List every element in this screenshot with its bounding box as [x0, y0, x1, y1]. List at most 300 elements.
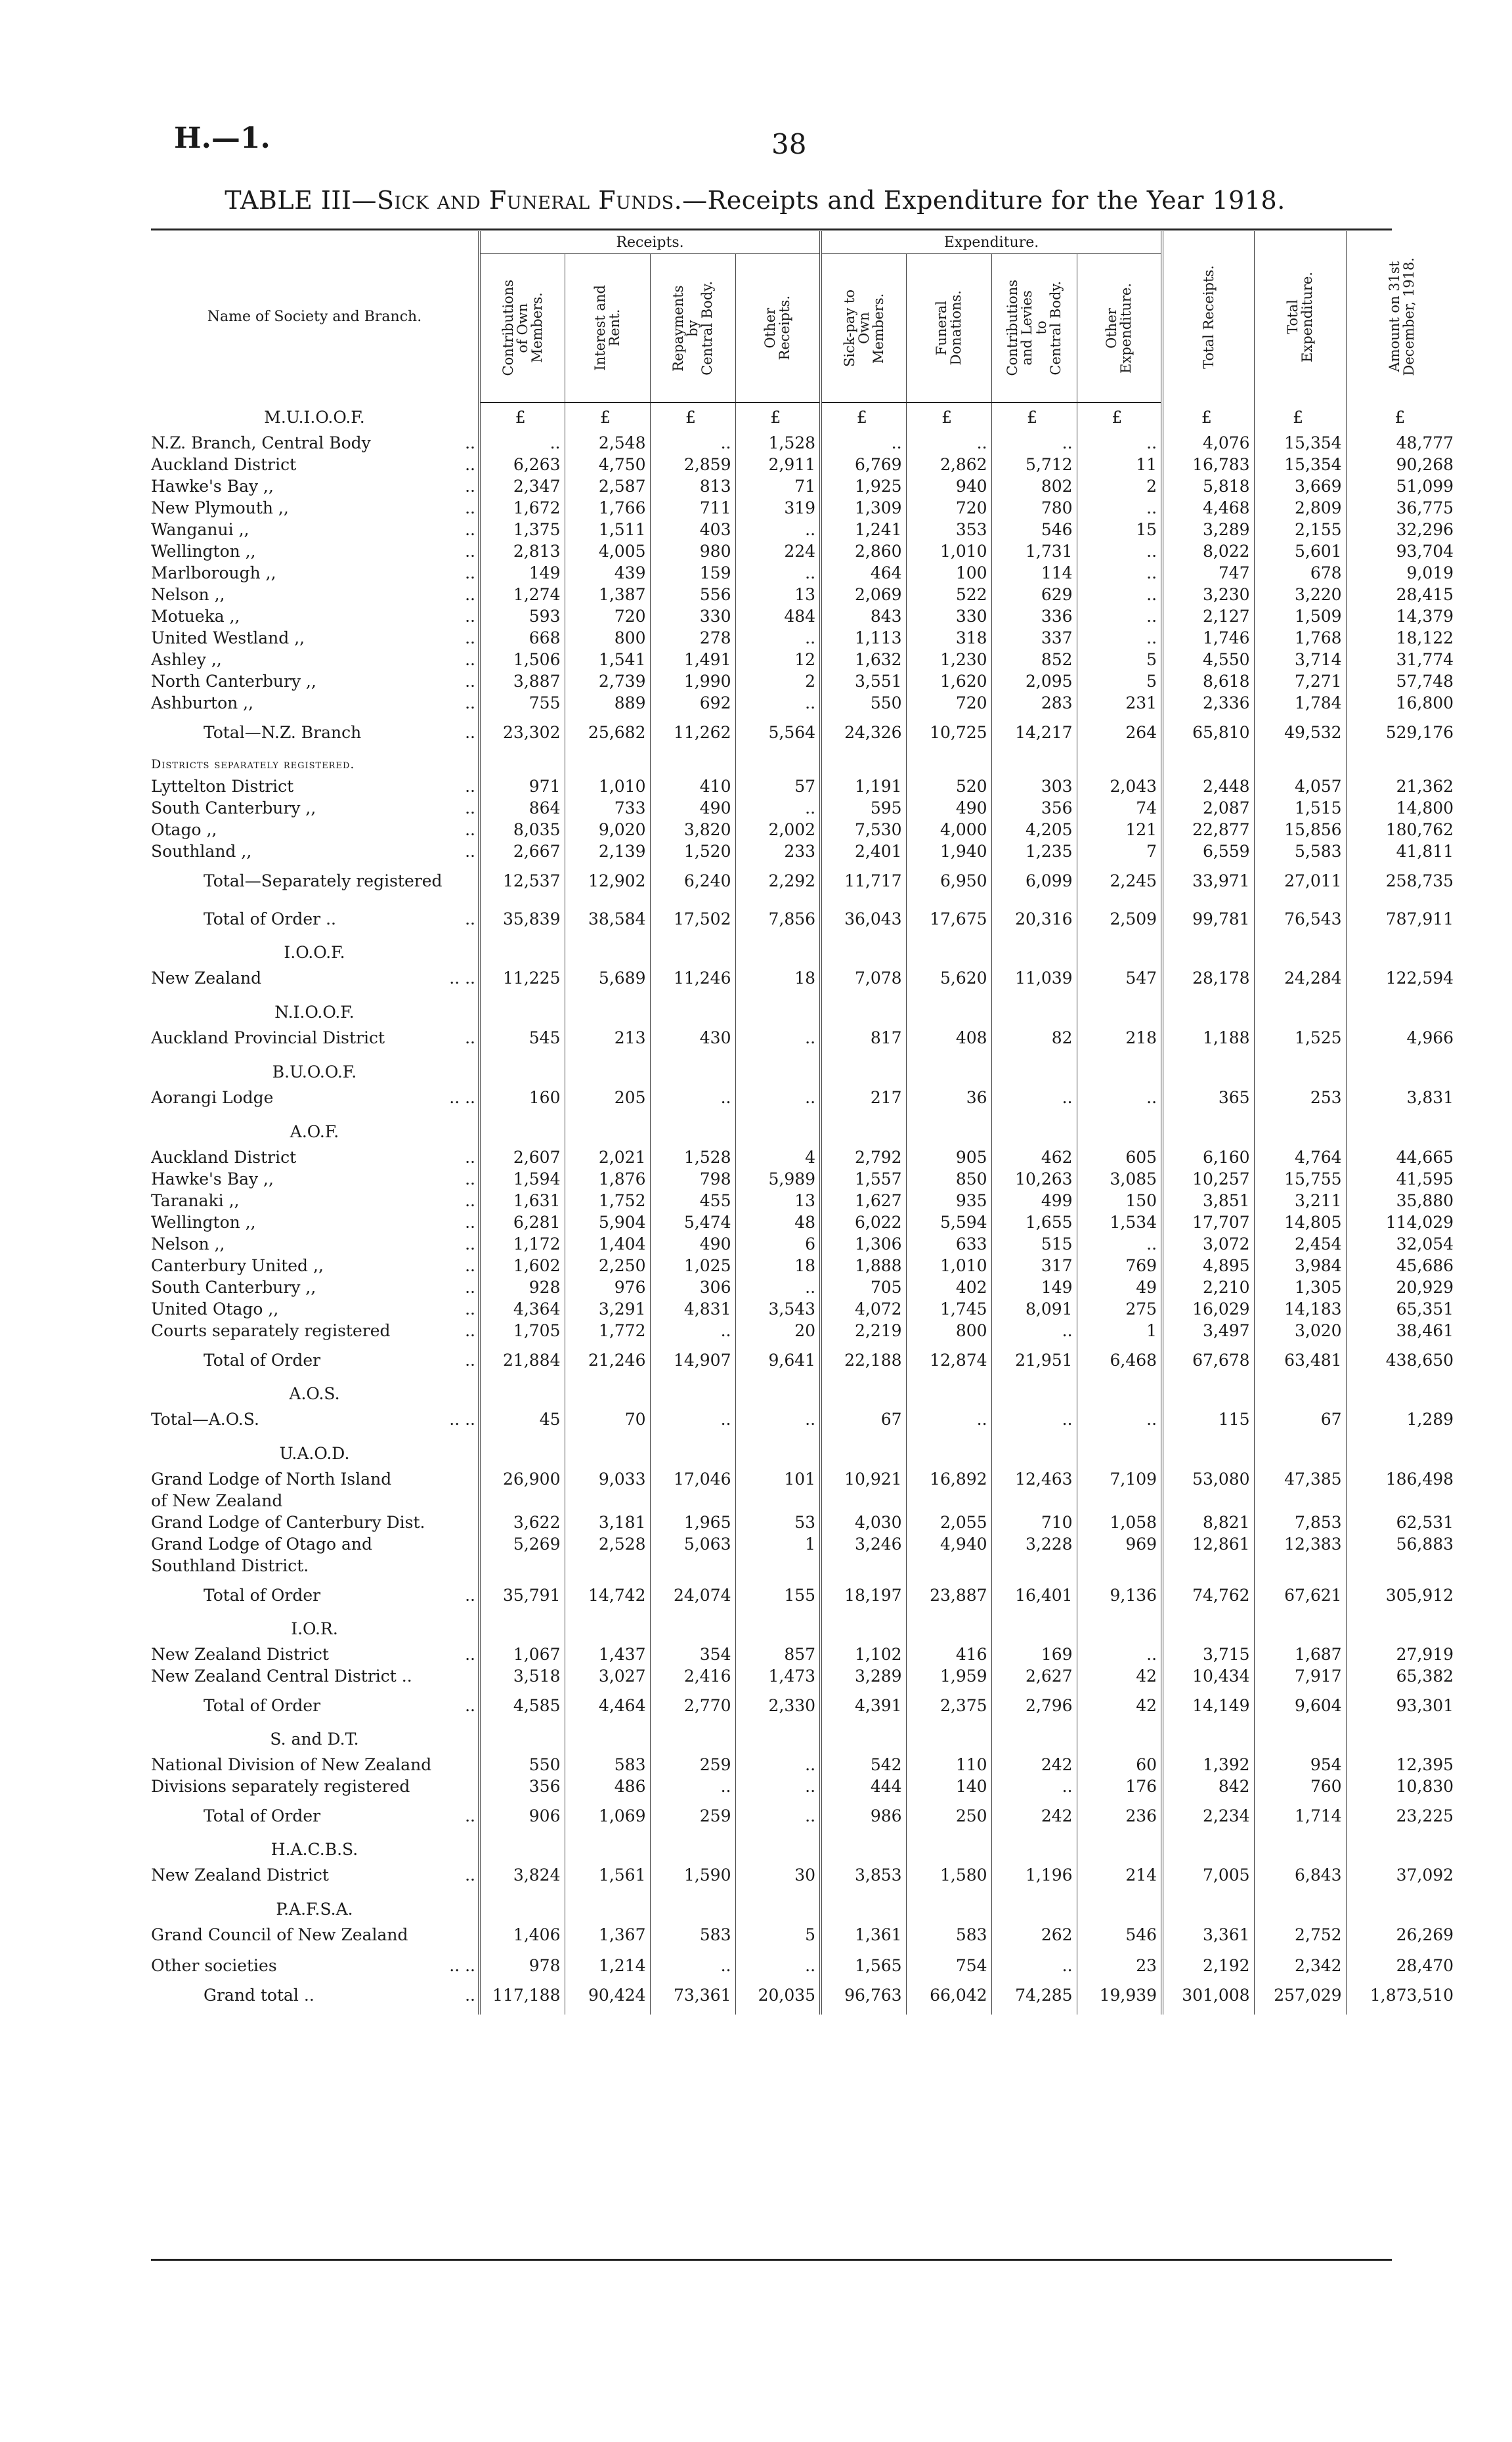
value-cell: 490: [650, 1233, 735, 1255]
value-cell: 4,364: [479, 1298, 565, 1320]
leader-dots: ..: [465, 563, 475, 582]
spacer-cell: [151, 989, 479, 998]
value-cell: 1,506: [479, 649, 565, 670]
value-cell: 3,220: [1254, 584, 1346, 605]
value-cell: 1,235: [991, 840, 1077, 862]
row-label-text: Wellington ,,: [151, 1213, 256, 1232]
value-cell: [479, 1439, 565, 1468]
other-expenditure-header: Other Expenditure.: [1077, 254, 1162, 403]
value-cell: 2,454: [1254, 1233, 1346, 1255]
value-cell: 1,528: [650, 1146, 735, 1168]
value-cell: 5: [1077, 670, 1162, 692]
value-cell: 1,541: [565, 649, 650, 670]
value-cell: 3,543: [735, 1298, 821, 1320]
value-cell: [821, 1439, 906, 1468]
value-cell: 802: [991, 475, 1077, 497]
value-cell: 15,755: [1254, 1168, 1346, 1190]
value-cell: 65,351: [1346, 1298, 1458, 1320]
value-cell: 27,919: [1346, 1644, 1458, 1665]
value-cell: 545: [479, 1027, 565, 1049]
value-cell: 12,383: [1254, 1533, 1346, 1555]
value-cell: [479, 1380, 565, 1408]
value-cell: 71: [735, 475, 821, 497]
value-cell: 259: [650, 1754, 735, 1776]
value-cell: ..: [1077, 1233, 1162, 1255]
value-cell: 668: [479, 627, 565, 649]
total-row: [151, 900, 1458, 938]
value-cell: 2,859: [650, 454, 735, 475]
value-cell: ..: [1077, 1408, 1162, 1430]
value-cell: 3,020: [1254, 1320, 1346, 1341]
value-cell: 1,188: [1162, 1027, 1254, 1049]
section-heading: [151, 1439, 479, 1468]
value-cell: ..: [650, 1087, 735, 1108]
row-label: [151, 519, 479, 540]
value-cell: [735, 1725, 821, 1754]
row-label-text: Other societies: [151, 1956, 277, 1975]
value-cell: ..: [479, 432, 565, 454]
value-cell: 1,102: [821, 1644, 906, 1665]
table-row: [151, 1924, 1458, 1946]
row-label-text: Total of Order: [204, 1586, 321, 1605]
value-cell: 28,415: [1346, 584, 1458, 605]
value-cell: ..: [1077, 562, 1162, 584]
value-cell: 2,292: [735, 862, 821, 900]
value-cell: 1,113: [821, 627, 906, 649]
value-cell: 1,687: [1254, 1644, 1346, 1665]
spacer-row: [151, 989, 1458, 998]
value-cell: 354: [650, 1644, 735, 1665]
spacer-cell: [1254, 1886, 1346, 1895]
value-cell: 6: [735, 1233, 821, 1255]
value-cell: £: [735, 403, 821, 432]
value-cell: [735, 1058, 821, 1087]
row-label-text: S. and D.T.: [270, 1730, 359, 1749]
value-cell: 2,752: [1254, 1924, 1346, 1946]
value-cell: 3,361: [1162, 1924, 1254, 1946]
value-cell: 976: [565, 1276, 650, 1298]
value-cell: 33,971: [1162, 862, 1254, 900]
value-cell: 5,601: [1254, 540, 1346, 562]
row-label-text: New Zealand Central District ..: [151, 1667, 412, 1686]
spacer-cell: [479, 1946, 565, 1955]
value-cell: 1,392: [1162, 1754, 1254, 1776]
value-cell: [565, 998, 650, 1027]
value-cell: 82: [991, 1027, 1077, 1049]
row-label-text: Auckland District: [151, 455, 297, 474]
value-cell: 3,246: [821, 1533, 906, 1555]
value-cell: 747: [1162, 562, 1254, 584]
value-cell: [1162, 938, 1254, 967]
value-cell: 2,375: [906, 1687, 991, 1725]
value-cell: [821, 1725, 906, 1754]
row-label-text: Total of Order ..: [204, 909, 336, 928]
value-cell: 629: [991, 584, 1077, 605]
value-cell: 7,853: [1254, 1512, 1346, 1533]
value-cell: [1162, 1615, 1254, 1644]
value-cell: [735, 938, 821, 967]
value-cell: 6,468: [1077, 1341, 1162, 1380]
value-cell: 140: [906, 1776, 991, 1797]
value-cell: 303: [991, 775, 1077, 797]
empty-cell: [1254, 752, 1346, 775]
value-cell: ..: [650, 1955, 735, 1976]
row-label-text: A.O.S.: [289, 1384, 340, 1403]
value-cell: 11: [1077, 454, 1162, 475]
spacer-cell: [479, 1049, 565, 1058]
value-cell: 1,305: [1254, 1276, 1346, 1298]
value-cell: 330: [906, 605, 991, 627]
value-cell: 1,491: [650, 649, 735, 670]
row-label-text: New Zealand District: [151, 1645, 329, 1664]
value-cell: 2,607: [479, 1146, 565, 1168]
value-cell: [906, 1058, 991, 1087]
value-cell: 20,316: [991, 900, 1077, 938]
expenditure-group-header: Expenditure.: [821, 231, 1162, 254]
value-cell: [906, 1118, 991, 1146]
spacer-cell: [1162, 1946, 1254, 1955]
value-cell: [735, 1380, 821, 1408]
value-cell: 438,650: [1346, 1341, 1458, 1380]
value-cell: 356: [479, 1776, 565, 1797]
value-cell: 17,502: [650, 900, 735, 938]
value-cell: 3,887: [479, 670, 565, 692]
value-cell: 3,853: [821, 1864, 906, 1886]
row-label: [151, 1190, 479, 1211]
value-cell: 11,225: [479, 967, 565, 989]
value-cell: [1162, 1058, 1254, 1087]
value-cell: 906: [479, 1797, 565, 1835]
value-cell: 1: [1077, 1320, 1162, 1341]
value-cell: 3,497: [1162, 1320, 1254, 1341]
value-cell: [735, 1490, 821, 1512]
spacer-cell: [650, 1946, 735, 1955]
row-label-text: Auckland District: [151, 1148, 297, 1167]
leader-dots: ..: [465, 1148, 475, 1167]
value-cell: 31,774: [1346, 649, 1458, 670]
value-cell: 1,752: [565, 1190, 650, 1211]
spacer-cell: [565, 1430, 650, 1439]
row-label-text: United Westland ,,: [151, 628, 305, 647]
row-label-text: Hawke's Bay ,,: [151, 1169, 274, 1188]
value-cell: 486: [565, 1776, 650, 1797]
spacer-cell: [1162, 1886, 1254, 1895]
row-label: [151, 649, 479, 670]
value-cell: 1,705: [479, 1320, 565, 1341]
value-cell: [565, 1058, 650, 1087]
value-cell: [1346, 1725, 1458, 1754]
spacer-cell: [821, 1946, 906, 1955]
value-cell: 6,263: [479, 454, 565, 475]
empty-cell: [650, 752, 735, 775]
value-cell: 11,717: [821, 862, 906, 900]
leader-dots: ..: [465, 1865, 475, 1885]
value-cell: 710: [991, 1512, 1077, 1533]
row-label-text: N.I.O.O.F.: [274, 1003, 355, 1022]
value-cell: [991, 1725, 1077, 1754]
leader-dots: .. ..: [449, 969, 475, 988]
value-cell: 969: [1077, 1533, 1162, 1555]
spacer-cell: [1346, 1886, 1458, 1895]
value-cell: 12: [735, 649, 821, 670]
spacer-cell: [821, 1886, 906, 1895]
value-cell: 1,772: [565, 1320, 650, 1341]
value-cell: [1346, 1058, 1458, 1087]
row-label-text: I.O.O.F.: [284, 943, 345, 962]
value-cell: 1,241: [821, 519, 906, 540]
section-heading-row: [151, 938, 1458, 967]
value-cell: 159: [650, 562, 735, 584]
value-cell: 12,463: [991, 1468, 1077, 1490]
table-row: [151, 1027, 1458, 1049]
value-cell: 760: [1254, 1776, 1346, 1797]
value-cell: [1162, 1439, 1254, 1468]
value-cell: 1,010: [565, 775, 650, 797]
value-cell: [1346, 1555, 1458, 1577]
table-row: [151, 1255, 1458, 1276]
leader-dots: ..: [465, 650, 475, 669]
value-cell: 2,055: [906, 1512, 991, 1533]
value-cell: 1,557: [821, 1168, 906, 1190]
value-cell: 692: [650, 692, 735, 714]
value-cell: 978: [479, 1955, 565, 1976]
value-cell: 2,792: [821, 1146, 906, 1168]
value-cell: [565, 1615, 650, 1644]
value-cell: 16,029: [1162, 1298, 1254, 1320]
row-label-text: of New Zealand: [151, 1491, 283, 1510]
leader-dots: ..: [465, 585, 475, 604]
value-cell: 253: [1254, 1087, 1346, 1108]
value-cell: 73,361: [650, 1976, 735, 2015]
value-cell: [821, 998, 906, 1027]
value-cell: 21,246: [565, 1341, 650, 1380]
row-label: [151, 1864, 479, 1886]
value-cell: 45: [479, 1408, 565, 1430]
value-cell: 705: [821, 1276, 906, 1298]
value-cell: ..: [1077, 540, 1162, 562]
value-cell: ..: [735, 1776, 821, 1797]
value-cell: 301,008: [1162, 1976, 1254, 2015]
value-cell: 155: [735, 1577, 821, 1615]
row-label: [151, 1533, 479, 1555]
empty-cell: [821, 752, 906, 775]
row-label-text: South Canterbury ,,: [151, 798, 316, 818]
value-cell: 550: [479, 1754, 565, 1776]
value-cell: 70: [565, 1408, 650, 1430]
spacer-cell: [821, 1108, 906, 1118]
value-cell: 8,618: [1162, 670, 1254, 692]
value-cell: [650, 1725, 735, 1754]
subheading-row: [151, 752, 1458, 775]
value-cell: 1: [735, 1533, 821, 1555]
table-row: [151, 1864, 1458, 1886]
leader-dots: ..: [465, 520, 475, 539]
row-label: [151, 497, 479, 519]
leader-dots: ..: [465, 798, 475, 818]
value-cell: 850: [906, 1168, 991, 1190]
value-cell: 233: [735, 840, 821, 862]
value-cell: ..: [650, 1776, 735, 1797]
value-cell: 41,811: [1346, 840, 1458, 862]
spacer-cell: [1346, 1108, 1458, 1118]
row-label-text: National Division of New Zealand: [151, 1755, 432, 1774]
table-row: [151, 432, 1458, 454]
spacer-cell: [906, 1946, 991, 1955]
value-cell: ..: [735, 1955, 821, 1976]
value-cell: 3,714: [1254, 649, 1346, 670]
row-label-text: Ashburton ,,: [151, 693, 254, 712]
value-cell: 25,682: [565, 714, 650, 752]
leader-dots: ..: [465, 909, 475, 928]
value-cell: 18: [735, 967, 821, 989]
section-heading-row: [151, 1058, 1458, 1087]
value-cell: [479, 998, 565, 1027]
value-cell: 3,289: [821, 1665, 906, 1687]
value-cell: 1,580: [906, 1864, 991, 1886]
value-cell: £: [906, 403, 991, 432]
value-cell: 3,289: [1162, 519, 1254, 540]
value-cell: 1,289: [1346, 1408, 1458, 1430]
value-cell: 149: [479, 562, 565, 584]
spacer-cell: [650, 1430, 735, 1439]
spacer-cell: [821, 1430, 906, 1439]
value-cell: [650, 1490, 735, 1512]
value-cell: [1077, 1895, 1162, 1924]
value-cell: [1077, 1380, 1162, 1408]
spacer-cell: [1077, 1049, 1162, 1058]
value-cell: 4,764: [1254, 1146, 1346, 1168]
value-cell: 12,395: [1346, 1754, 1458, 1776]
value-cell: [1077, 938, 1162, 967]
table-row: [151, 1298, 1458, 1320]
value-cell: 2,330: [735, 1687, 821, 1725]
value-cell: 2,245: [1077, 862, 1162, 900]
row-label-text: Otago ,,: [151, 820, 217, 839]
value-cell: 14,149: [1162, 1687, 1254, 1725]
value-cell: 12,861: [1162, 1533, 1254, 1555]
row-label: [151, 1797, 479, 1835]
value-cell: [1077, 1058, 1162, 1087]
value-cell: 986: [821, 1797, 906, 1835]
leader-dots: ..: [465, 1299, 475, 1319]
total-expenditure-header: Total Expenditure.: [1254, 231, 1346, 403]
value-cell: 1,387: [565, 584, 650, 605]
value-cell: 23,302: [479, 714, 565, 752]
leader-dots: .. ..: [449, 1410, 475, 1429]
value-cell: 546: [991, 519, 1077, 540]
value-cell: 720: [906, 692, 991, 714]
value-cell: 3,228: [991, 1533, 1077, 1555]
value-cell: 1,731: [991, 540, 1077, 562]
value-cell: 10,830: [1346, 1776, 1458, 1797]
value-cell: 5,269: [479, 1533, 565, 1555]
value-cell: 35,880: [1346, 1190, 1458, 1211]
value-cell: 4,030: [821, 1512, 906, 1533]
value-cell: 49: [1077, 1276, 1162, 1298]
value-cell: 49,532: [1254, 714, 1346, 752]
value-cell: 7,078: [821, 967, 906, 989]
value-cell: 21,951: [991, 1341, 1077, 1380]
value-cell: 65,810: [1162, 714, 1254, 752]
row-label: [151, 1754, 479, 1776]
value-cell: 2,192: [1162, 1955, 1254, 1976]
leader-dots: ..: [465, 1806, 475, 1825]
value-cell: [735, 1615, 821, 1644]
value-cell: 1,196: [991, 1864, 1077, 1886]
value-cell: 4,831: [650, 1298, 735, 1320]
spacer-cell: [1077, 1886, 1162, 1895]
funeral-donations-header: Funeral Donations.: [906, 254, 991, 403]
value-cell: [906, 1895, 991, 1924]
row-label: [151, 1211, 479, 1233]
value-cell: 583: [565, 1754, 650, 1776]
table-row: [151, 1233, 1458, 1255]
value-cell: [1346, 938, 1458, 967]
value-cell: 2,528: [565, 1533, 650, 1555]
value-cell: 231: [1077, 692, 1162, 714]
value-cell: 490: [650, 797, 735, 819]
value-cell: 319: [735, 497, 821, 519]
spacer-cell: [151, 1886, 479, 1895]
value-cell: 550: [821, 692, 906, 714]
value-cell: 842: [1162, 1776, 1254, 1797]
title-prefix: TABLE III—: [225, 186, 377, 215]
value-cell: 464: [821, 562, 906, 584]
leader-dots: ..: [465, 777, 475, 796]
total-receipts-header: Total Receipts.: [1162, 231, 1254, 403]
total-row: [151, 1687, 1458, 1725]
value-cell: [1254, 1895, 1346, 1924]
spacer-cell: [991, 989, 1077, 998]
table-row: [151, 1146, 1458, 1168]
value-cell: 928: [479, 1276, 565, 1298]
table-row: [151, 475, 1458, 497]
value-cell: 14,217: [991, 714, 1077, 752]
value-cell: 11,039: [991, 967, 1077, 989]
section-heading: [151, 998, 479, 1027]
spacer-cell: [565, 1946, 650, 1955]
value-cell: 10,434: [1162, 1665, 1254, 1687]
value-cell: 5,594: [906, 1211, 991, 1233]
value-cell: [1162, 1835, 1254, 1864]
value-cell: [991, 1895, 1077, 1924]
value-cell: [479, 938, 565, 967]
spacer-cell: [906, 1430, 991, 1439]
value-cell: 100: [906, 562, 991, 584]
table-row: [151, 1087, 1458, 1108]
value-cell: [821, 1895, 906, 1924]
leader-dots: ..: [465, 498, 475, 517]
empty-cell: [991, 752, 1077, 775]
row-label-text: Aorangi Lodge: [151, 1088, 274, 1107]
value-cell: 353: [906, 519, 991, 540]
contributions-levies-header: Contributions and Levies to Central Body.: [991, 254, 1077, 403]
value-cell: 17,675: [906, 900, 991, 938]
table-row: [151, 540, 1458, 562]
value-cell: 787,911: [1346, 900, 1458, 938]
value-cell: 2,627: [991, 1665, 1077, 1687]
value-cell: 1,214: [565, 1955, 650, 1976]
row-label: [151, 840, 479, 862]
value-cell: [650, 1555, 735, 1577]
row-label-text: Taranaki ,,: [151, 1191, 240, 1210]
value-cell: 21,362: [1346, 775, 1458, 797]
value-cell: 605: [1077, 1146, 1162, 1168]
table-row: [151, 692, 1458, 714]
spacer-cell: [479, 1108, 565, 1118]
value-cell: 817: [821, 1027, 906, 1049]
value-cell: 5: [735, 1924, 821, 1946]
